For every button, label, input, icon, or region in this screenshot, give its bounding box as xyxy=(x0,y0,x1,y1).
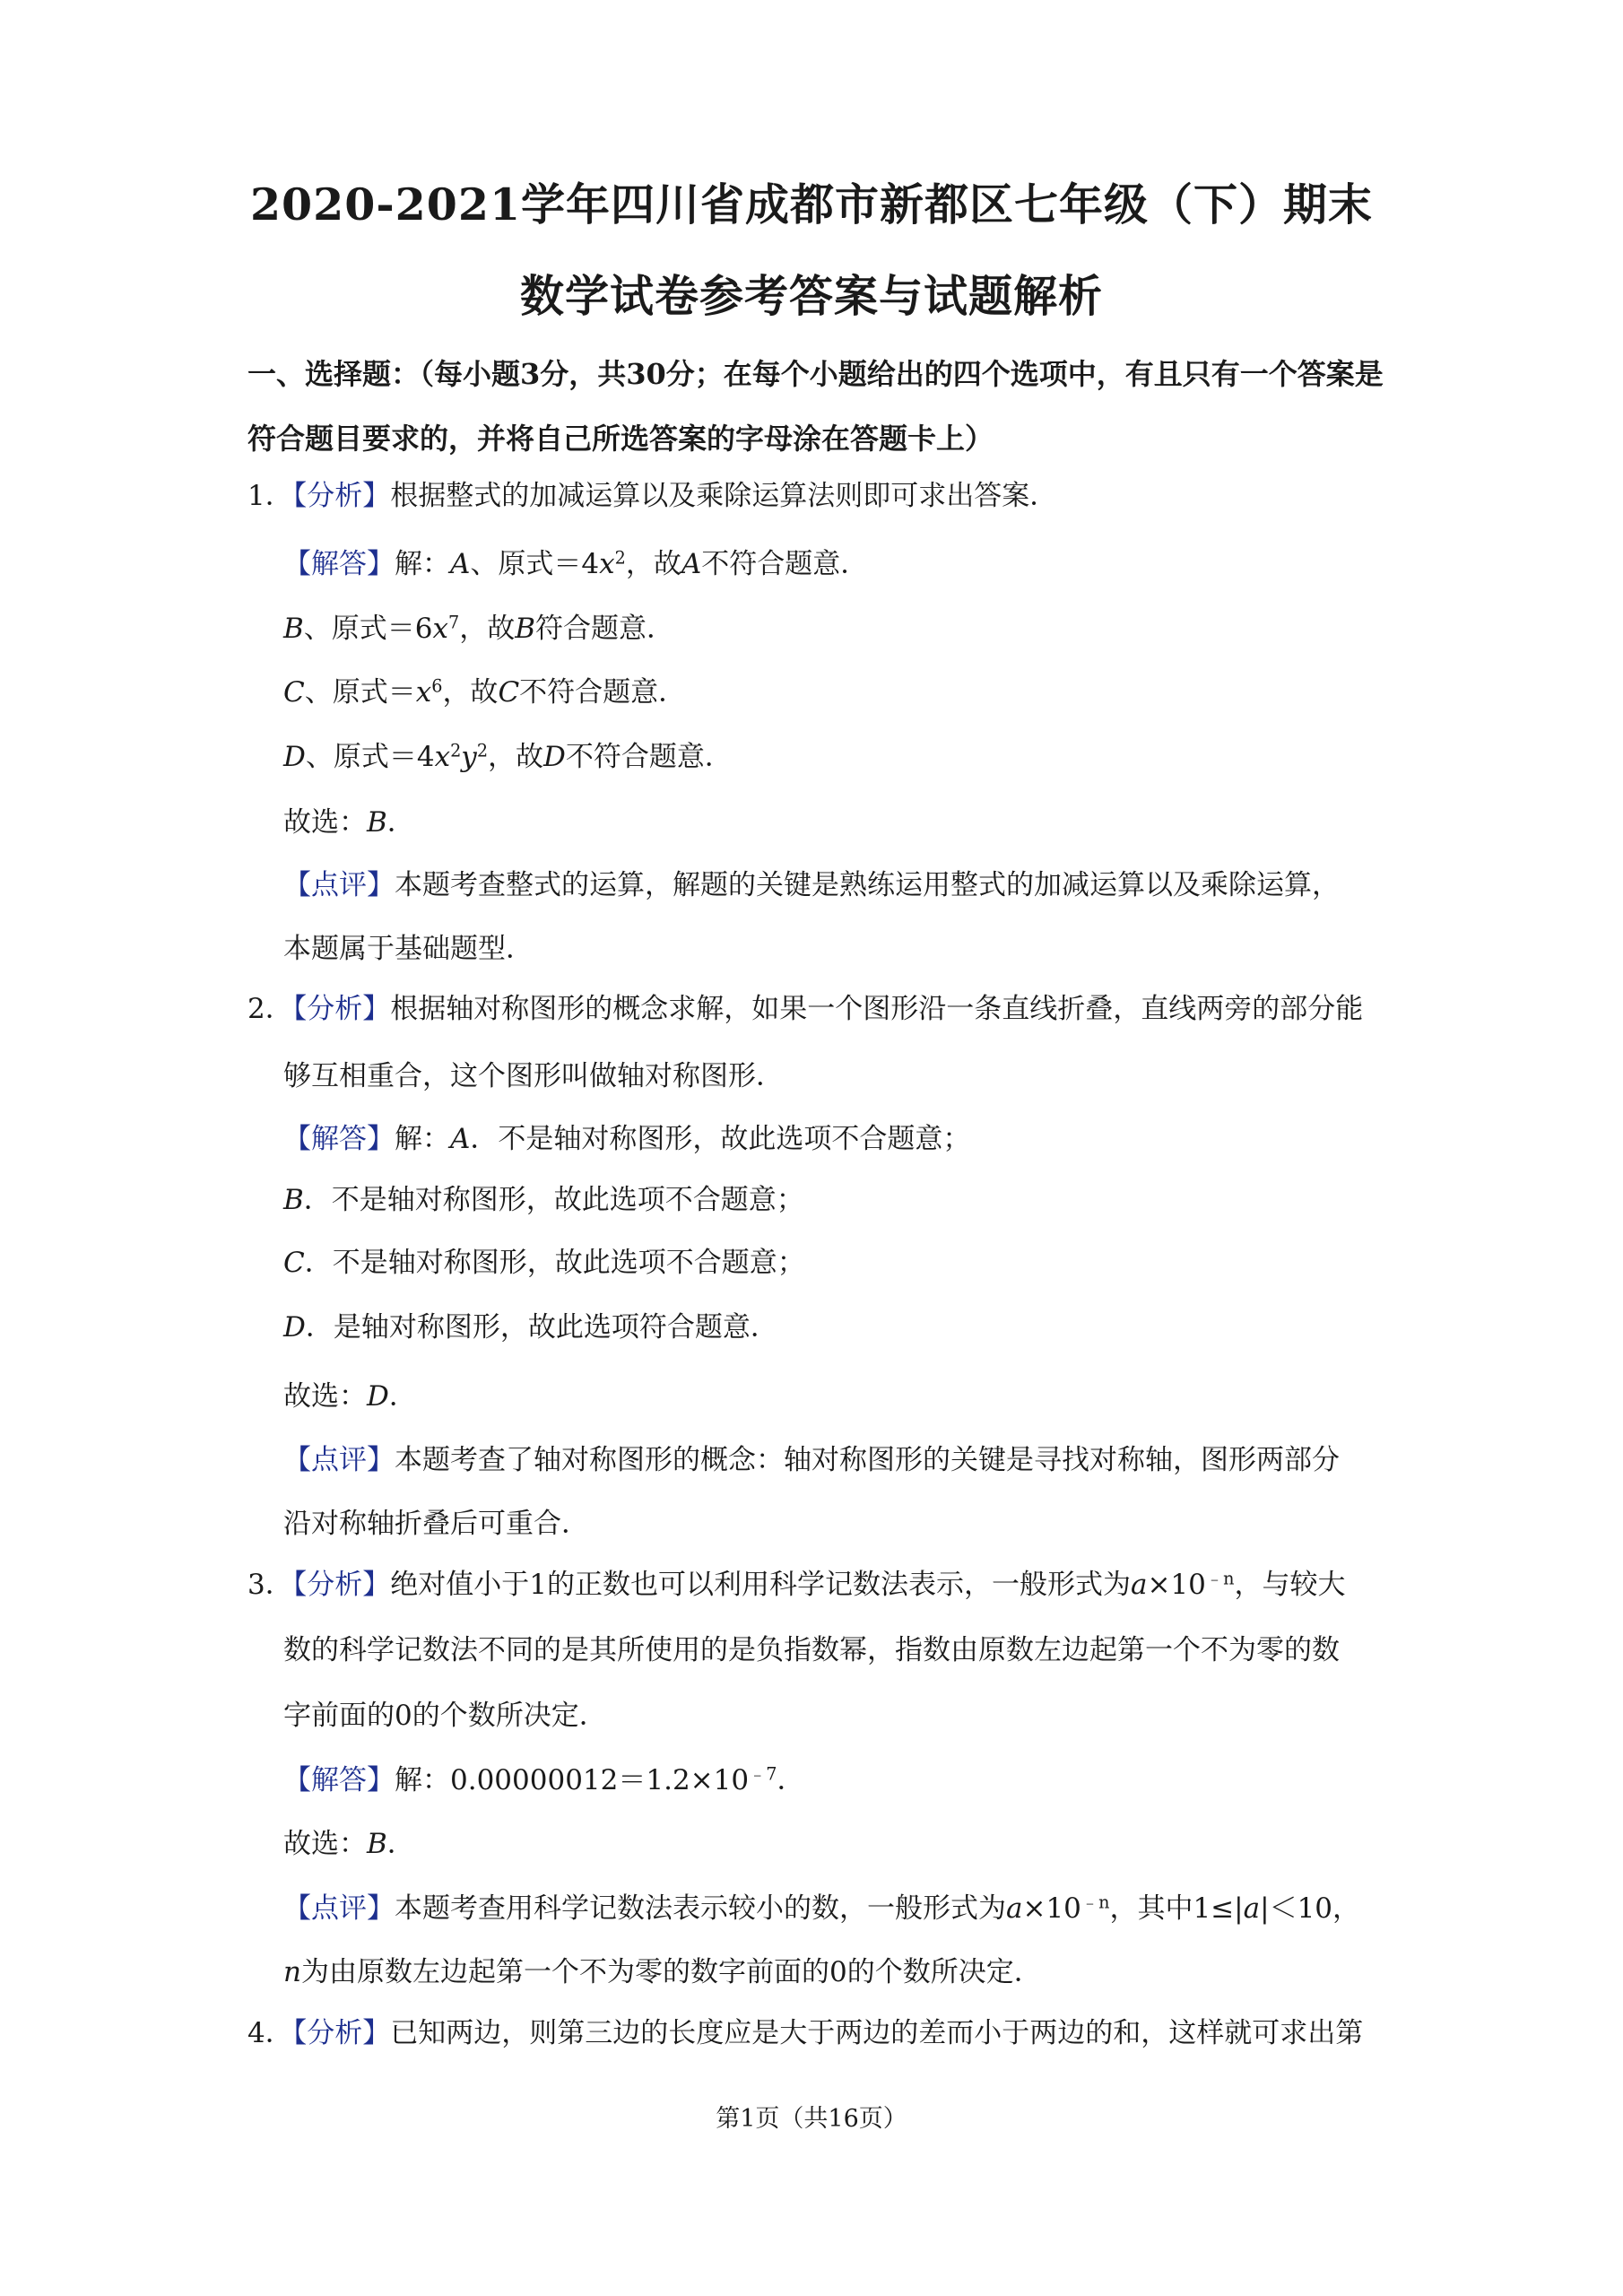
q1-comment: 【点评】本题考查整式的运算，解题的关键是熟练运用整式的加减运算以及乘除运算， xyxy=(283,869,1340,901)
q2-choice: 故选：D． xyxy=(283,1380,417,1413)
page-footer: 第1页（共16页） xyxy=(716,2105,907,2133)
q2-number: 2． xyxy=(247,993,293,1025)
q3-comment-cont: n为由原数左边起第一个不为零的数字前面的0的个数所决定． xyxy=(283,1956,1042,1988)
answer-tag: 【解答】 xyxy=(283,1123,395,1155)
q2-analysis-cont: 够互相重合，这个图形叫做轴对称图形． xyxy=(283,1060,784,1092)
q4-number: 4． xyxy=(247,2017,293,2049)
q2-option-c: C．不是轴对称图形，故此选项不合题意； xyxy=(283,1247,805,1279)
q2-option-d: D．是轴对称图形，故此选项符合题意． xyxy=(283,1311,778,1344)
comment-tag: 【点评】 xyxy=(283,1892,395,1925)
analysis-tag: 【分析】 xyxy=(292,480,391,512)
q1-choice: 故选：B． xyxy=(283,806,415,839)
section-heading: 一、选择题：（每小题3分，共30分；在每个小题给出的四个选项中，有且只有一个答案是符合题目要求的，并将自己所选答案的字母涂在答题卡上） xyxy=(247,357,1384,456)
q3-analysis: 3．【分析】绝对值小于1的正数也可以利用科学记数法表示，一般形式为$a\times 10^{﹣n}$，与较大 xyxy=(247,1568,1346,1601)
title-line-1: 2020-2021学年四川省成都市新都区七年级（下）期末 xyxy=(249,178,1374,230)
q2-analysis: 2．【分析】根据轴对称图形的概念求解，如果一个图形沿一条直线折叠，直线两旁的部分能 xyxy=(247,993,1364,1025)
q1-option-c: C、原式$=x^6$，故C不符合题意． xyxy=(283,675,687,709)
analysis-tag: 【分析】 xyxy=(292,1569,391,1601)
q3-choice: 故选：B． xyxy=(283,1828,415,1860)
q4-analysis: 4．【分析】已知两边，则第三边的长度应是大于两边的差而小于两边的和，这样就可求出第 xyxy=(247,2017,1364,2049)
q3-comment: 【点评】本题考查用科学记数法表示较小的数，一般形式为$a\times 10^{﹣n}$，其中1≤|a|＜10， xyxy=(283,1892,1361,1925)
q2-comment-cont: 沿对称轴折叠后可重合． xyxy=(283,1508,589,1540)
analysis-tag: 【分析】 xyxy=(292,2017,391,2049)
comment-tag: 【点评】 xyxy=(283,869,395,901)
q2-option-b: B．不是轴对称图形，故此选项不合题意； xyxy=(283,1184,804,1216)
q1-option-b: B、原式$=6x^7$，故B符合题意． xyxy=(283,612,674,645)
q3-analysis-cont-2: 字前面的0的个数所决定． xyxy=(283,1700,607,1732)
q1-answer-a: 【解答】解：A、原式$=4x^2$，故A不符合题意． xyxy=(283,547,869,580)
title-line-2: 数学试卷参考答案与试题解析 xyxy=(519,270,1103,322)
q2-comment: 【点评】本题考查了轴对称图形的概念：轴对称图形的关键是寻找对称轴，图形两部分 xyxy=(283,1444,1340,1476)
q1-analysis: 1．【分析】根据整式的加减运算以及乘除运算法则即可求出答案． xyxy=(247,480,1058,512)
answer-tag: 【解答】 xyxy=(283,1764,395,1796)
q3-answer: 【解答】解：$0.00000012=1.2\times 10^{﹣7}$． xyxy=(283,1763,805,1796)
answer-tag: 【解答】 xyxy=(283,548,395,580)
comment-tag: 【点评】 xyxy=(283,1444,395,1476)
q1-option-d: D、原式$=4x^2y^2$，故D不符合题意． xyxy=(283,740,733,773)
q1-number: 1． xyxy=(247,480,293,512)
analysis-tag: 【分析】 xyxy=(292,993,391,1025)
q3-number: 3． xyxy=(247,1569,293,1601)
q2-answer-a: 【解答】解：A．不是轴对称图形，故此选项不合题意； xyxy=(283,1123,971,1155)
q3-analysis-cont-1: 数的科学记数法不同的是其所使用的是负指数幂，指数由原数左边起第一个不为零的数 xyxy=(283,1634,1340,1666)
q1-comment-cont: 本题属于基础题型． xyxy=(283,933,534,965)
